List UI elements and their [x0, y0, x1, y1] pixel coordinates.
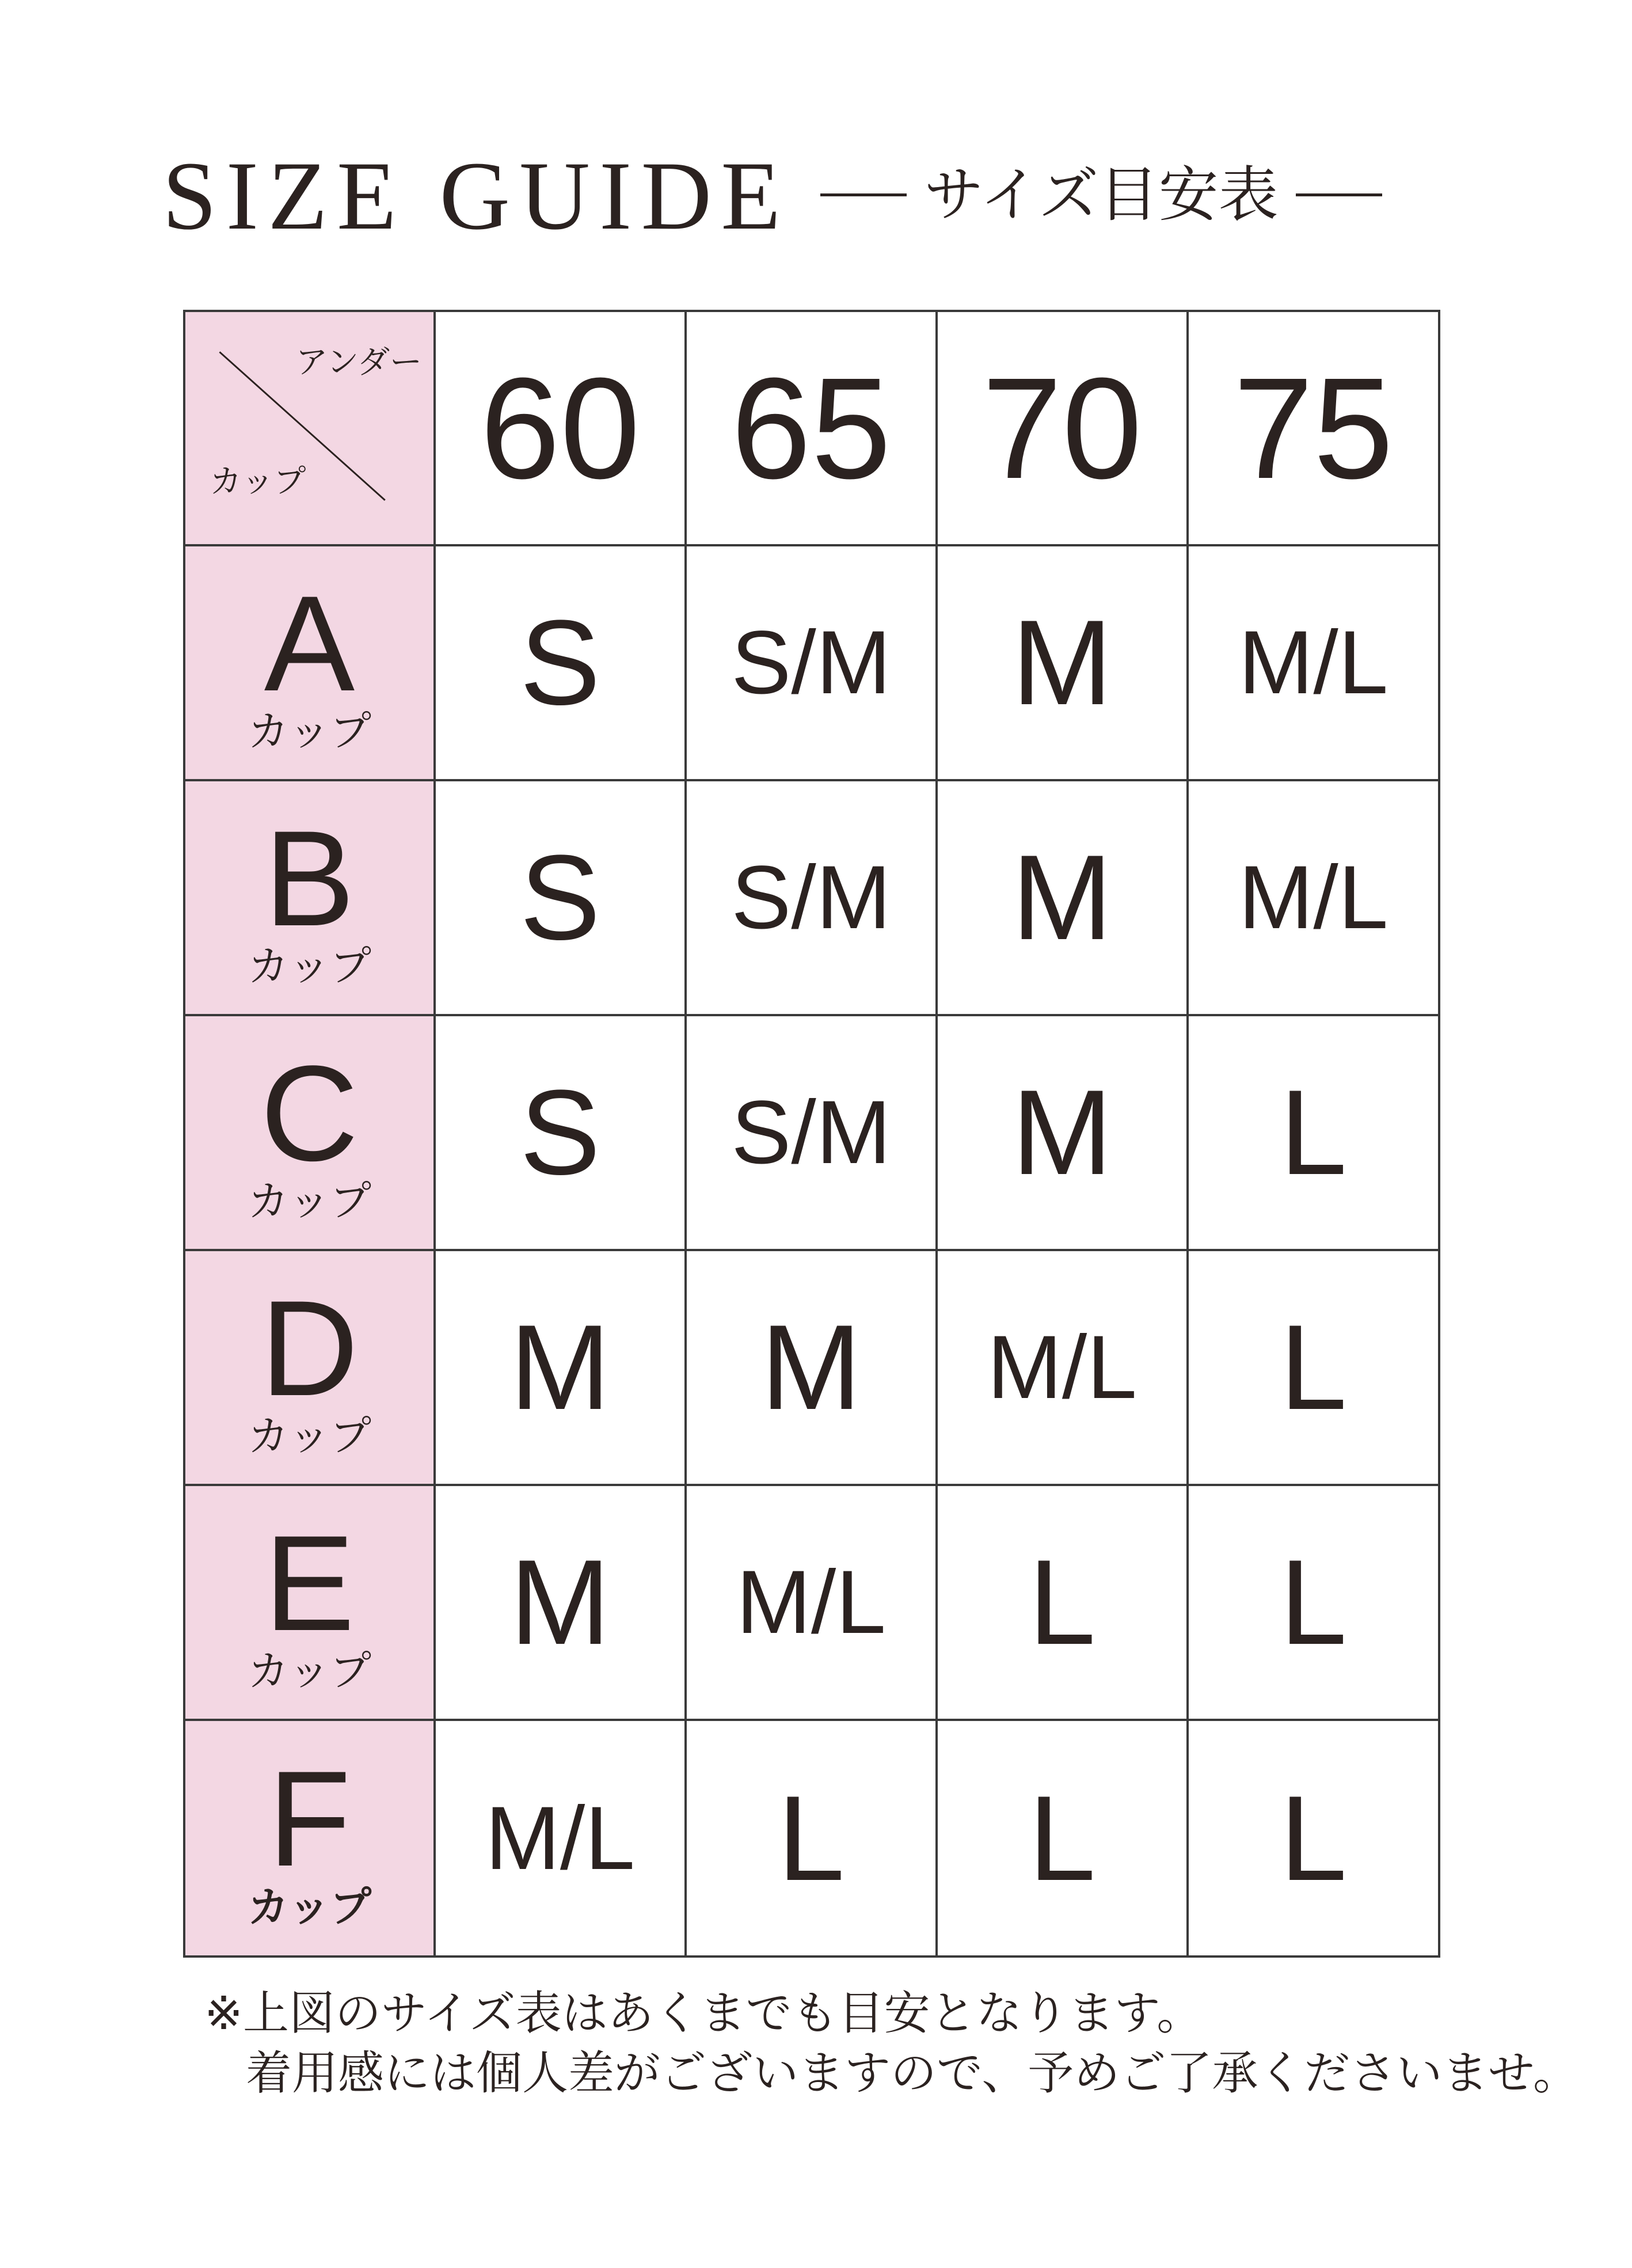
cup-letter: B [264, 802, 355, 955]
cup-header [184, 1250, 435, 1485]
page-title: SIZE GUIDE [162, 142, 790, 250]
cup-letter: D [260, 1272, 359, 1424]
table-row [184, 545, 1439, 780]
table-row [184, 1485, 1439, 1720]
cup-suffix: カップ [247, 1882, 372, 1931]
table-row [184, 780, 1439, 1015]
size-table [183, 310, 1440, 1958]
cup-suffix: カップ [247, 942, 372, 991]
cup-letter: E [264, 1507, 355, 1659]
size-cell: M [435, 1250, 686, 1485]
subtitle-group [820, 149, 1382, 241]
under-size-header: 75 [1188, 311, 1439, 545]
size-cell: L [1188, 1015, 1439, 1250]
size-cell: M/L [1188, 780, 1439, 1015]
cup-letter: C [260, 1037, 359, 1190]
cup-letter: F [268, 1743, 351, 1895]
size-cell: L [1188, 1250, 1439, 1485]
size-cell: S/M [686, 780, 937, 1015]
note-line: ※上図のサイズ表はあくまでも目安となります。 [204, 1986, 1203, 2040]
size-cell: M [435, 1485, 686, 1720]
size-cell: S [435, 545, 686, 780]
disclaimer-note [204, 1984, 1579, 2103]
size-cell: L [686, 1720, 937, 1957]
table-row [184, 1720, 1439, 1957]
under-size-header: 70 [937, 311, 1188, 545]
cup-header [184, 545, 435, 780]
note-line: 着用感には個人差がございますので、予めご了承くださいませ。 [246, 2046, 1579, 2100]
size-cell: M/L [1188, 545, 1439, 780]
cup-suffix: カップ [247, 1647, 372, 1696]
page-subtitle: サイズ目安表 [924, 159, 1279, 230]
size-cell: M/L [937, 1250, 1188, 1485]
under-label: アンダー [295, 344, 422, 381]
size-cell: S/M [686, 545, 937, 780]
size-cell: M [686, 1250, 937, 1485]
cup-header [184, 1485, 435, 1720]
size-cell: M [937, 545, 1188, 780]
cup-header [184, 1015, 435, 1250]
cup-label: カップ [210, 463, 306, 500]
under-size-header: 65 [686, 311, 937, 545]
size-cell: M [937, 1015, 1188, 1250]
size-cell: L [937, 1485, 1188, 1720]
size-cell: L [1188, 1720, 1439, 1957]
title-rule-right [1296, 193, 1382, 196]
size-cell: L [937, 1720, 1188, 1957]
header-row [184, 311, 1439, 545]
cup-letter: A [264, 567, 355, 720]
size-cell: S [435, 1015, 686, 1250]
title-rule-left [820, 193, 907, 196]
size-cell: M/L [686, 1485, 937, 1720]
size-cell: L [1188, 1485, 1439, 1720]
size-cell: S/M [686, 1015, 937, 1250]
cup-suffix: カップ [247, 1177, 372, 1226]
cup-header [184, 1720, 435, 1957]
corner-cell [184, 311, 435, 545]
cup-header [184, 780, 435, 1015]
size-cell: M [937, 780, 1188, 1015]
size-cell: S [435, 780, 686, 1015]
table-row [184, 1015, 1439, 1250]
cup-suffix: カップ [247, 1412, 372, 1461]
size-cell: M/L [435, 1720, 686, 1957]
cup-suffix: カップ [247, 707, 372, 756]
table-row [184, 1250, 1439, 1485]
under-size-header: 60 [435, 311, 686, 545]
